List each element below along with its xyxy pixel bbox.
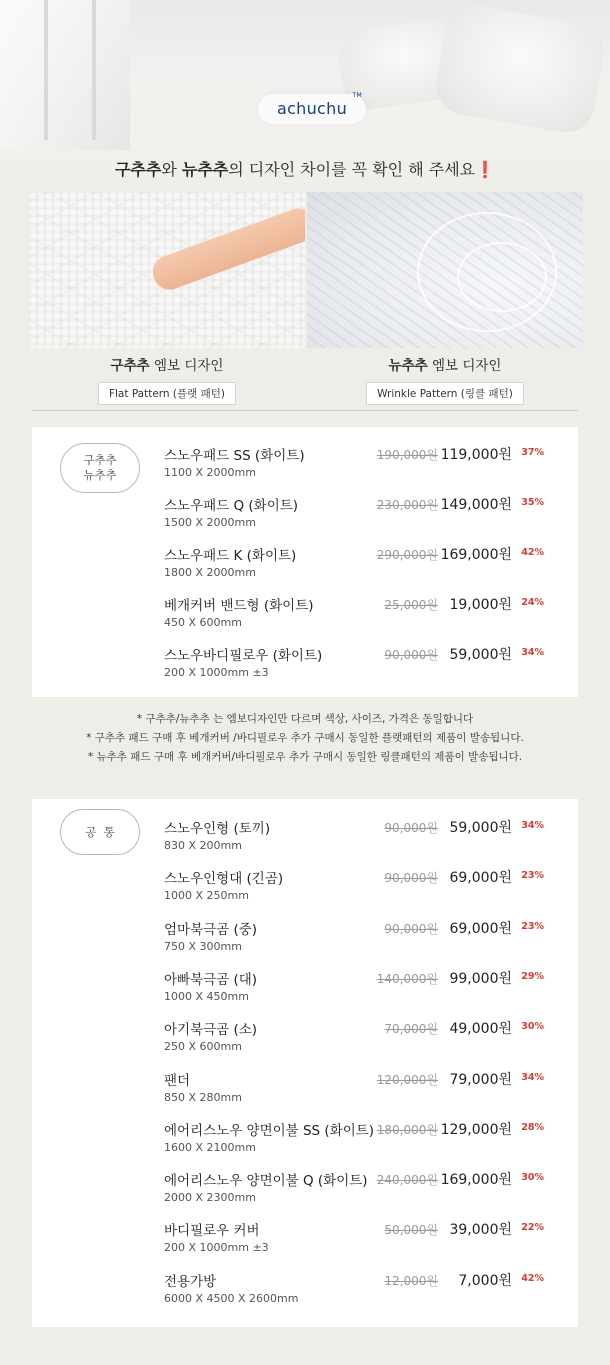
ruffle-image — [457, 242, 547, 312]
discount-rate: 30% — [521, 1172, 544, 1184]
product-name: 아빠북극곰 (대) — [164, 971, 258, 988]
discount-rate: 35% — [521, 497, 544, 508]
product-name: 베개커버 밴드형 (화이트) — [164, 598, 314, 614]
sale-price: 59,000원 — [449, 647, 512, 663]
discount-rate: 30% — [521, 1021, 544, 1033]
discount-rate: 23% — [521, 920, 544, 932]
design-title — [307, 354, 583, 374]
brand-name: achuchu — [276, 99, 348, 118]
design-brand: 구추추 — [110, 358, 150, 374]
product-row — [32, 1270, 578, 1318]
product-name: 스노우인형 (토끼) — [164, 821, 271, 837]
sale-price: 59,000원 — [449, 820, 512, 836]
discount-rate: 34% — [521, 647, 544, 658]
headline-new-brand: 뉴추추 — [181, 160, 229, 179]
product-name: 스노우인형대 (긴곰) — [164, 871, 284, 888]
pillow-image — [432, 1, 609, 137]
product-row — [32, 544, 578, 592]
original-price: 180,000원 — [376, 1122, 438, 1137]
window-frame — [92, 0, 96, 140]
wrinkle-design-caption — [307, 354, 583, 405]
original-price: 25,000원 — [384, 598, 438, 612]
window-image — [0, 0, 130, 150]
section-tag-line: 뉴추추 — [83, 468, 117, 482]
sale-price: 39,000원 — [449, 1222, 512, 1239]
section-tag-line: 공 통 — [85, 824, 115, 839]
product-row — [32, 594, 578, 642]
flat-design-caption — [29, 354, 305, 405]
original-price: 240,000원 — [376, 1173, 438, 1188]
design-title-text: 엠보 디자인 — [149, 358, 224, 374]
sale-price: 49,000원 — [449, 1021, 512, 1038]
headline-text: 의 디자인 차이를 꼭 확인 해 주세요 — [228, 160, 476, 179]
price-card-common — [32, 799, 578, 1327]
product-size: 850 X 280mm — [164, 1090, 242, 1104]
product-row — [32, 1219, 578, 1267]
discount-rate: 22% — [521, 1222, 544, 1234]
note-line: * 구추추 패드 구매 후 베개커버 /바디필로우 추가 구매시 동일한 플랫패턴의 제품이 발송됩니다. — [86, 732, 524, 744]
product-size: 1500 X 2000mm — [164, 516, 256, 529]
sale-price: 149,000원 — [440, 497, 512, 513]
product-size: 6000 X 4500 X 2600mm — [164, 1291, 299, 1305]
product-row — [32, 1169, 578, 1217]
headline-text: 와 — [161, 160, 182, 179]
product-row — [32, 968, 578, 1016]
discount-rate: 28% — [521, 1121, 544, 1133]
sale-price: 119,000원 — [440, 447, 512, 463]
sale-price: 69,000원 — [449, 870, 512, 887]
notes — [0, 710, 610, 767]
original-price: 120,000원 — [376, 1072, 438, 1087]
sale-price: 69,000원 — [449, 920, 512, 937]
product-name: 바디필로우 커버 — [164, 1223, 260, 1240]
sale-price: 99,000원 — [449, 970, 512, 987]
flat-pattern-photo — [29, 192, 305, 348]
product-size: 250 X 600mm — [164, 1040, 242, 1054]
product-row — [32, 918, 578, 966]
sale-price: 7,000원 — [458, 1272, 512, 1289]
sale-price: 169,000원 — [440, 547, 512, 563]
exclamation-icon: ❗ — [475, 160, 496, 179]
original-price: 70,000원 — [384, 1022, 438, 1037]
original-price: 90,000원 — [384, 648, 438, 662]
sale-price: 19,000원 — [449, 597, 512, 613]
product-size: 1800 X 2000mm — [164, 566, 256, 579]
trademark-mark: TM — [352, 92, 362, 99]
headline — [0, 157, 610, 180]
discount-rate: 34% — [521, 820, 544, 831]
product-row — [32, 1119, 578, 1167]
original-price: 90,000원 — [384, 871, 438, 886]
product-size: 2000 X 2300mm — [164, 1191, 256, 1205]
sale-price: 169,000원 — [440, 1172, 512, 1189]
discount-rate: 34% — [521, 1071, 544, 1083]
brand-logo — [258, 94, 366, 124]
product-size: 450 X 600mm — [164, 616, 242, 629]
product-row — [32, 867, 578, 915]
discount-rate: 37% — [521, 447, 544, 458]
discount-rate: 23% — [521, 870, 544, 882]
original-price: 140,000원 — [376, 971, 438, 986]
product-size: 1100 X 2000mm — [164, 466, 256, 479]
design-title — [29, 354, 305, 374]
pattern-label: Flat Pattern (플랫 패턴) — [98, 382, 236, 405]
product-size: 750 X 300mm — [164, 939, 242, 953]
product-name: 에어리스노우 양면이불 Q (화이트) — [164, 1173, 368, 1190]
discount-rate: 42% — [521, 1272, 544, 1284]
product-name: 스노우바디필로우 (화이트) — [164, 648, 323, 664]
discount-rate: 24% — [521, 597, 544, 608]
headline-old-brand: 구추추 — [114, 160, 162, 179]
product-name: 에어리스노우 양면이불 SS (화이트) — [164, 1122, 375, 1139]
original-price: 290,000원 — [376, 548, 438, 562]
product-row — [32, 444, 578, 492]
product-size: 200 X 1000mm ±3 — [164, 666, 269, 679]
original-price: 12,000원 — [384, 1273, 438, 1288]
section-tag-line: 구추추 — [83, 453, 117, 467]
original-price: 90,000원 — [384, 821, 438, 835]
divider — [32, 410, 578, 411]
original-price: 190,000원 — [376, 448, 438, 462]
product-row — [32, 494, 578, 542]
original-price: 230,000원 — [376, 498, 438, 512]
design-title-text: 엠보 디자인 — [427, 358, 502, 374]
discount-rate: 42% — [521, 547, 544, 558]
product-name: 아기북극곰 (소) — [164, 1022, 258, 1039]
product-row — [32, 1069, 578, 1117]
product-name: 스노우패드 SS (화이트) — [164, 448, 305, 464]
product-size: 1000 X 450mm — [164, 989, 249, 1003]
product-size: 1000 X 250mm — [164, 889, 249, 903]
product-row — [32, 644, 578, 692]
product-size: 1600 X 2100mm — [164, 1140, 256, 1154]
original-price: 50,000원 — [384, 1223, 438, 1238]
note-line: * 뉴추추 패드 구매 후 베개커버/바디필로우 추가 구매시 동일한 링클패턴의 제품이 발송됩니다. — [87, 751, 523, 763]
discount-rate: 29% — [521, 970, 544, 982]
window-frame — [44, 0, 48, 140]
product-name: 팬더 — [164, 1072, 191, 1089]
sale-price: 129,000원 — [440, 1121, 512, 1138]
product-row — [32, 817, 578, 865]
design-brand: 뉴추추 — [388, 358, 428, 374]
product-name: 스노우패드 K (화이트) — [164, 548, 297, 564]
sale-price: 79,000원 — [449, 1071, 512, 1088]
hand-image — [148, 204, 305, 294]
original-price: 90,000원 — [384, 921, 438, 936]
product-name: 전용가방 — [164, 1273, 217, 1290]
note-line: * 구추추/뉴추추 는 엠보디자인만 다르며 색상, 사이즈, 가격은 동일합니다 — [136, 713, 474, 725]
pattern-label: Wrinkle Pattern (링클 패턴) — [366, 382, 524, 405]
product-size: 200 X 1000mm ±3 — [164, 1241, 269, 1255]
product-row — [32, 1018, 578, 1066]
product-size: 830 X 200mm — [164, 839, 242, 852]
price-card-gu-new — [32, 427, 578, 697]
product-name: 엄마북극곰 (중) — [164, 921, 258, 938]
product-name: 스노우패드 Q (화이트) — [164, 498, 299, 514]
wrinkle-pattern-photo — [307, 192, 583, 348]
